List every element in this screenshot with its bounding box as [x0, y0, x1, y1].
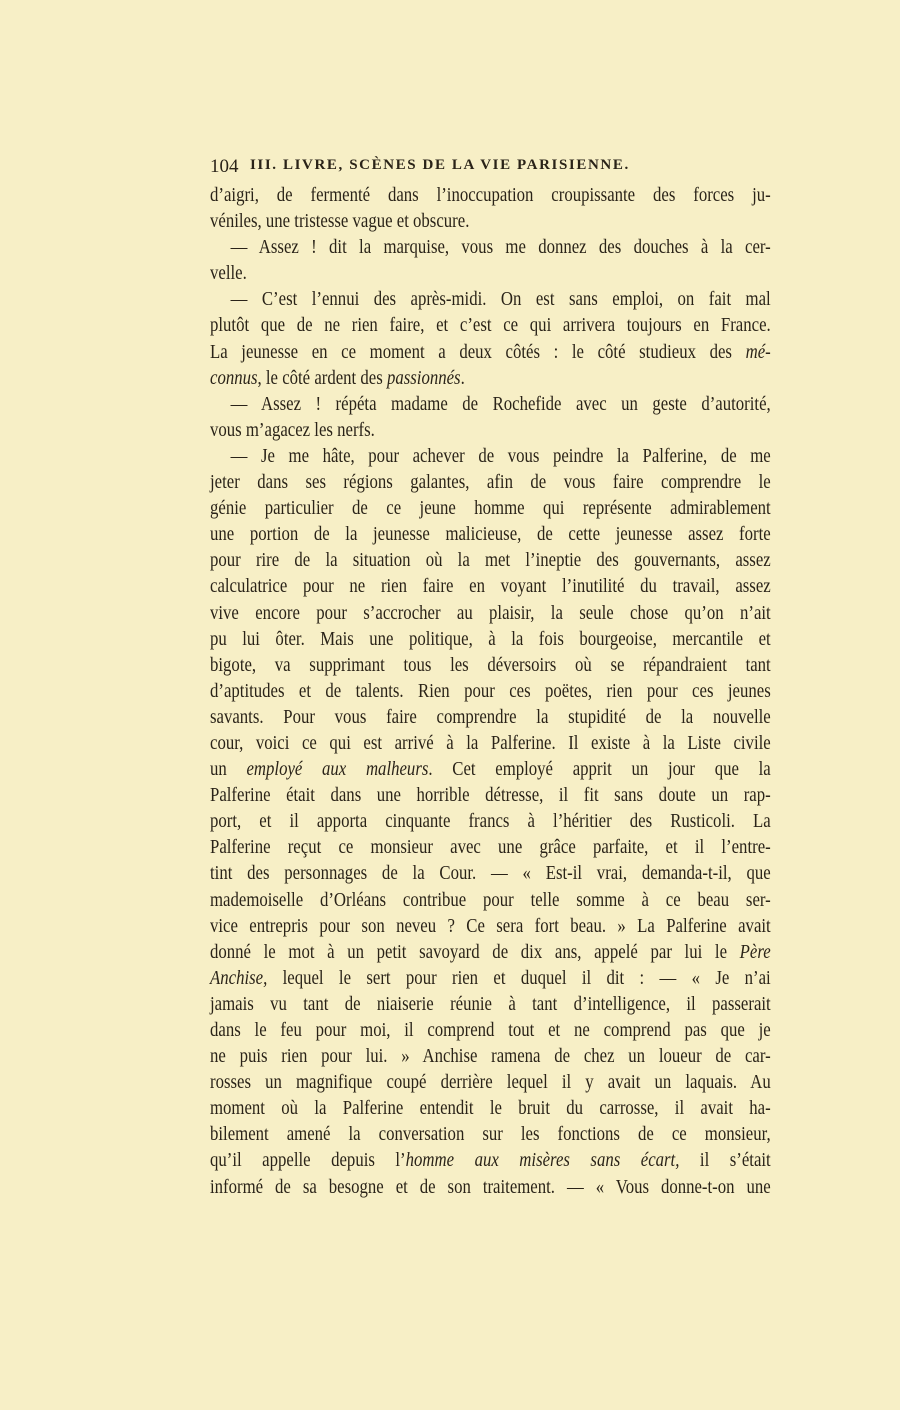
text-line	[210, 627, 771, 653]
text-line	[210, 861, 771, 887]
text-line	[210, 340, 771, 366]
text-segment: un	[210, 759, 247, 781]
text-segment: La jeunesse en ce moment a deux côtés : le côté studieux des	[210, 341, 746, 363]
text-line	[210, 261, 771, 287]
text-line	[210, 496, 771, 522]
text-segment: calculatrice pour ne rien faire en voyant l’inutilité du travail, assez	[210, 576, 771, 598]
text-segment: ne puis rien pour lui. » Anchise ramena de chez un loueur de car-	[210, 1046, 771, 1068]
text-line	[210, 731, 771, 757]
text-line	[210, 1018, 771, 1044]
text-line	[210, 783, 771, 809]
text-line	[210, 183, 771, 209]
text-segment: génie particulier de ce jeune homme qui représente admirablement	[210, 498, 771, 520]
text-line	[210, 757, 771, 783]
text-segment: lequel le sert pour rien et duquel il dit : — « Je n’ai	[267, 967, 771, 989]
text-line	[210, 444, 771, 470]
text-segment: vive encore pour s’accrocher au plaisir, la seule chose qu’on n’ait	[210, 602, 771, 624]
italic-text: connus	[210, 367, 258, 389]
text-segment: vous m’agacez les nerfs.	[210, 419, 375, 441]
text-line	[210, 809, 771, 835]
text-segment: Palferine reçut ce monsieur avec une grâce parfaite, et il l’entre-	[210, 837, 771, 859]
text-line	[210, 914, 771, 940]
text-line	[210, 1175, 771, 1201]
text-line	[210, 940, 771, 966]
text-segment: donné le mot à un petit savoyard de dix ans, appelé par lui le	[210, 941, 740, 963]
running-header	[210, 156, 722, 180]
text-line	[210, 313, 771, 339]
text-line	[210, 1122, 771, 1148]
text-segment: jeter dans ses régions galantes, afin de vous faire comprendre le	[210, 472, 771, 494]
text-segment: véniles, une tristesse vague et obscure.	[210, 211, 470, 233]
italic-text: homme aux misères sans écart,	[405, 1150, 680, 1172]
page-number: 104	[210, 156, 239, 177]
text-segment: — Je me hâte, pour achever de vous peindre la Palferine, de me	[230, 445, 771, 467]
text-line	[210, 522, 771, 548]
text-segment: savants. Pour vous faire comprendre la stupidité de la nouvelle	[210, 706, 771, 728]
text-line	[210, 574, 771, 600]
text-segment: qu’il appelle depuis l’	[210, 1150, 406, 1172]
text-segment: cour, voici ce qui est arrivé à la Palferine. Il existe à la Liste civile	[210, 732, 771, 754]
italic-text: passionnés	[386, 367, 461, 389]
text-line	[210, 835, 771, 861]
text-line	[210, 235, 771, 261]
text-line	[210, 418, 771, 444]
text-line	[210, 366, 771, 392]
text-line	[210, 966, 771, 992]
text-segment: — Assez ! répéta madame de Rochefide avec un geste d’autorité,	[230, 393, 771, 415]
text-line	[210, 392, 771, 418]
text-line	[210, 287, 771, 313]
italic-text: mé-	[745, 341, 771, 363]
running-title: III. LIVRE, SCÈNES DE LA VIE PARISIENNE.	[250, 157, 630, 173]
text-segment: — Assez ! dit la marquise, vous me donnez des douches à la cer-	[230, 237, 771, 259]
text-segment: d’aptitudes et de talents. Rien pour ces poëtes, rien pour ces jeunes	[210, 680, 771, 702]
body-text	[210, 183, 771, 1201]
text-segment: rosses un magnifique coupé derrière lequel il y avait un laquais. Au	[210, 1072, 771, 1094]
text-segment: tint des personnages de la Cour. — « Est-il vrai, demanda-t-il, que	[210, 863, 771, 885]
text-line	[210, 548, 771, 574]
text-line	[210, 1096, 771, 1122]
text-segment: bilement amené la conversation sur les fonctions de ce monsieur,	[210, 1124, 771, 1146]
text-segment: plutôt que de ne rien faire, et c’est ce qui arrivera toujours en France.	[210, 315, 771, 337]
text-segment: Palferine était dans une horrible détresse, il fit sans doute un rap-	[210, 785, 771, 807]
italic-text: employé aux malheurs	[246, 759, 429, 781]
text-line	[210, 705, 771, 731]
text-segment: informé de sa besogne et de son traitement. — « Vous donne-t-on une	[210, 1176, 771, 1198]
text-line	[210, 1148, 771, 1174]
text-line	[210, 1070, 771, 1096]
italic-text: Anchise,	[210, 967, 268, 989]
text-segment: , le côté ardent des	[257, 367, 387, 389]
text-line	[210, 1044, 771, 1070]
text-segment: dans le feu pour moi, il comprend tout et ne comprend pas que je	[210, 1020, 771, 1041]
text-segment: moment où la Palferine entendit le bruit du carrosse, il avait ha-	[210, 1098, 771, 1120]
text-segment: pu lui ôter. Mais une politique, à la fois bourgeoise, mercantile et	[210, 628, 771, 650]
text-segment: port, et il apporta cinquante francs à l’héritier des Rusticoli. La	[210, 811, 771, 833]
text-segment: il s’était	[679, 1150, 771, 1172]
text-segment: — C’est l’ennui des après-midi. On est sans emploi, on fait mal	[230, 289, 771, 311]
text-segment: .	[460, 367, 465, 389]
text-segment: bigote, va supprimant tous les déversoirs où se répandraient tant	[210, 654, 771, 676]
text-line	[210, 209, 771, 235]
italic-text: Père	[739, 941, 771, 963]
text-segment: velle.	[210, 263, 247, 285]
text-segment: pour rire de la situation où la met l’ineptie des gouvernants, assez	[210, 550, 771, 572]
text-segment: jamais vu tant de niaiserie réunie à tant d’intelligence, il passerait	[210, 993, 771, 1015]
text-line	[210, 601, 771, 627]
text-line	[210, 470, 771, 496]
text-segment: d’aigri, de fermenté dans l’inoccupation croupissante des forces ju-	[210, 185, 771, 206]
text-line	[210, 679, 771, 705]
text-line	[210, 992, 771, 1018]
text-segment: mademoiselle d’Orléans contribue pour telle somme à ce beau ser-	[210, 889, 771, 911]
text-segment: . Cet employé apprit un jour que la	[428, 759, 771, 781]
text-segment: une portion de la jeunesse malicieuse, de cette jeunesse assez forte	[210, 524, 771, 546]
text-segment: vice entrepris pour son neveu ? Ce sera fort beau. » La Palferine avait	[210, 915, 771, 937]
text-line	[210, 888, 771, 914]
text-line	[210, 653, 771, 679]
